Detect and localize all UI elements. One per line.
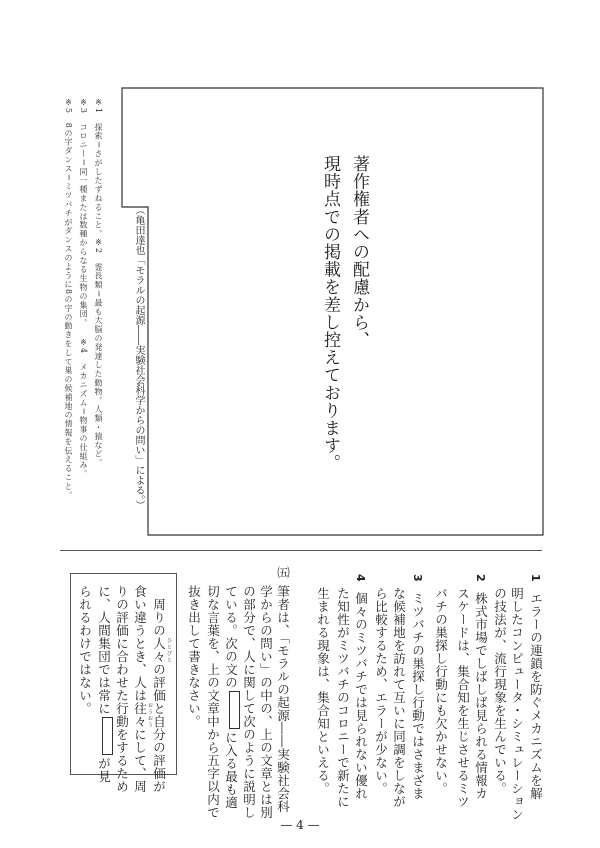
box-text: 食い違うとき、人は: [132, 585, 148, 702]
choice-4-line: た知性がミツバチのコロニーで新たに: [335, 587, 351, 808]
choice-2-line: 株式市場でしばしば見られる情報カ: [473, 592, 489, 800]
choice-2-line: バチの巣探し行動にも欠かせない。: [433, 587, 449, 795]
question-5-label: ㈤: [275, 566, 291, 579]
box-text: の評価と自分の評価が: [151, 663, 167, 793]
answer-blank: [102, 717, 113, 755]
question-5-line: 筆者は、「モラルの起源――実験社会科: [275, 585, 291, 813]
answer-blank: [229, 691, 240, 729]
choice-number-2: 2: [474, 574, 487, 582]
choice-3-line: ミツバチの巣探し行動ではさまざま: [410, 592, 426, 800]
choice-4-line: 個々のミツバチでは見られない優れ: [353, 592, 369, 800]
box-text: 往々: [132, 702, 148, 728]
note-2: ※2 霊長類＝最も大脳の発達した動物。人類・猿など。: [94, 238, 103, 468]
question-5-text: に入る最も適: [223, 731, 239, 809]
choice-3-line: な候補地を訪れて互いに同調をしなが: [391, 587, 407, 808]
question-5-line: の部分で、人に関して次のように説明し: [241, 585, 257, 819]
question-5-text: ている。次の文の: [223, 585, 239, 689]
box-text: 周りの: [151, 598, 167, 637]
box-text: にして、周: [132, 728, 148, 793]
choice-1-line: 明したコンピュータ・シミュレーション: [509, 587, 525, 821]
note-5: ※5 8の字ダンス＝ミツバチがダンスのように8の字の動きをして巣の候補地の情報を伝えること。: [64, 98, 73, 500]
question-5-line: 切な言葉を、上の文章中から五字以内で: [205, 585, 221, 819]
note-1: ※1 探索＝さがしたずねること。: [94, 98, 103, 239]
box-line-4: [97, 585, 113, 783]
choice-3-line: ら比較するため、エラーが少ない。: [373, 587, 389, 795]
choice-2-line: スケードは、集合知を生じさせるミツ: [455, 587, 471, 808]
choice-1-line: エラーの連鎖を防ぐメカニズムを解: [528, 592, 544, 800]
copyright-notice-line-1: 著作権者への配慮から、: [349, 155, 369, 349]
note-3: ※3 コロニー＝同一種または数種からなる生物の集団。: [79, 98, 88, 328]
box-text: に、人間集団では常に: [96, 585, 112, 715]
choice-4-line: 生まれる現象は、集合知といえる。: [315, 587, 331, 795]
copyright-notice-line-2: 現時点での掲載を差し控えております。: [320, 155, 340, 472]
box-text: が見: [96, 757, 112, 783]
question-5-line: 抜き出して書きなさい。: [186, 585, 202, 728]
box-line-3: りの評価に合わせた行動をするため: [114, 585, 130, 793]
question-5-line: 学からの問い」の中の、上の文章とは別: [258, 585, 274, 819]
note-4: ※4 メカニズム＝物事の仕組み。: [79, 338, 88, 479]
choice-number-1: 1: [529, 574, 542, 582]
page-number: — 4 —: [280, 818, 320, 832]
citation: （亀田達也「モラルの起源――実験社会科学からの問い」による。）: [133, 205, 144, 510]
choice-number-4: 4: [354, 574, 367, 582]
ruby-text: ひとびと: [166, 637, 172, 663]
choice-number-3: 3: [411, 574, 424, 582]
box-line-2: [133, 585, 153, 793]
box-text: 人々: [151, 637, 167, 663]
box-line-1: [152, 598, 172, 793]
box-line-5: られるわけではない。: [77, 585, 93, 715]
section-divider: [60, 550, 542, 551]
choice-1-line: の技法が、流行現象を生んでいる。: [492, 587, 508, 795]
ruby-text: おうおう: [147, 702, 153, 728]
question-5-line-4: [224, 585, 240, 809]
